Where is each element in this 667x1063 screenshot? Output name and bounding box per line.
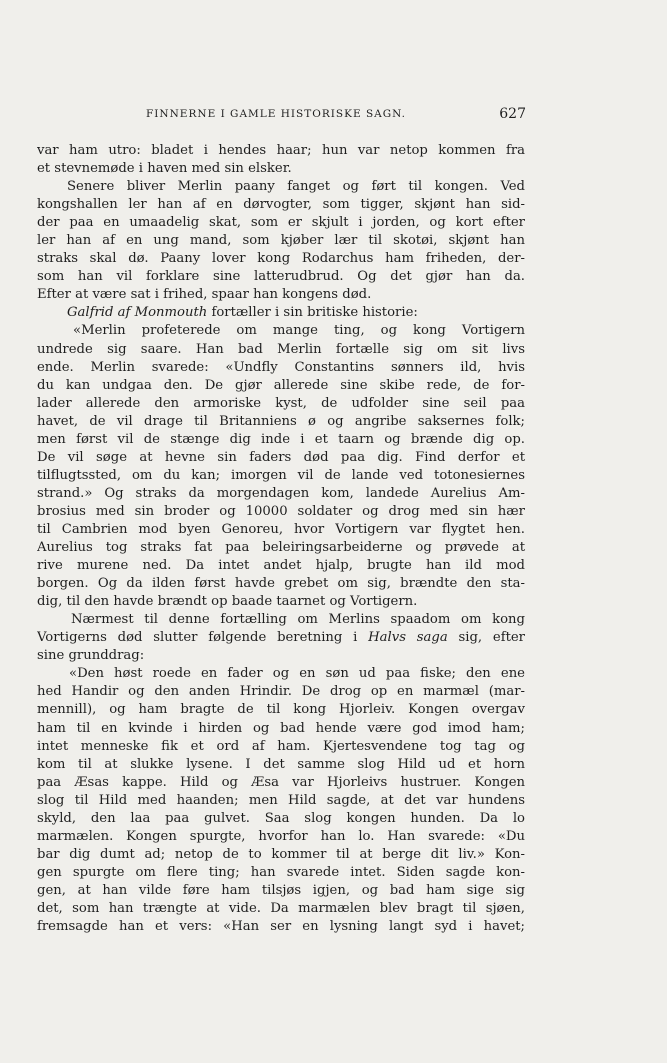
text-line: det, som han trængte at vide. Da marmælen blev bragt til sjøen, — [37, 900, 525, 916]
text-line: som han vil forklare sine latterudbrud. Og det gjør han da. — [37, 269, 525, 285]
text-line: ham til en kvinde i hirden og bad hende være god imod ham; — [37, 720, 525, 736]
quote-start-line: «Den høst roede en fader og en søn ud paa fiske; den ene — [69, 666, 525, 682]
author-name-italic: Galfrid af Monmouth — [67, 305, 208, 321]
text-line: sine grunddrag: — [37, 648, 145, 664]
running-title: FINNERNE I GAMLE HISTORISKE SAGN. — [146, 108, 406, 120]
text-line: marmælen. Kongen spurgte, hvorfor han lo. Han svarede: «Du — [37, 828, 525, 844]
text-line: gen spurgte om flere ting; han svarede intet. Siden sagde kon- — [37, 864, 525, 880]
text-line: lader allerede den armoriske kyst, de udfolder sine seil paa — [37, 395, 525, 411]
text-line: rive murene ned. Da intet andet hjalp, brugte han ild mod — [37, 558, 525, 574]
text-line: skyld, den laa paa gulvet. Saa slog kongen hunden. Da lo — [37, 810, 525, 826]
text-fragment: Vortigerns død slutter følgende beretning i — [37, 630, 369, 646]
text-fragment: fortæller i sin britiske historie: — [207, 305, 418, 321]
paragraph-start-line — [37, 304, 525, 322]
text-line: ende. Merlin svarede: «Undfly Constantins sønners ild, hvis — [37, 359, 525, 375]
text-line: gen, at han vilde føre ham tilsjøs igjen, og bad ham sige sig — [37, 882, 525, 898]
text-line: kongshallen ler han af en dørvogter, som tigger, skjønt han sid- — [37, 197, 525, 213]
text-line: kom til at slukke lysene. I det samme slog Hild ud et horn — [37, 756, 525, 772]
text-line: havet, de vil drage til Britanniens ø og angribe saksernes folk; — [37, 413, 525, 429]
text-line: paa Æsas kappe. Hild og Æsa var Hjorleivs hustruer. Kongen — [37, 774, 525, 790]
text-line: der paa en umaadelig skat, som er skjult i jorden, og kort efter — [37, 215, 525, 231]
text-line: hed Handir og den anden Hrindir. De drog op en marmæl (mar- — [37, 684, 525, 700]
text-line: du kan undgaa den. De gjør allerede sine skibe rede, de for- — [37, 377, 525, 393]
text-line: slog til Hild med haanden; men Hild sagde, at det var hundens — [37, 792, 525, 808]
text-line: strand.» Og straks da morgendagen kom, landede Aurelius Am- — [37, 485, 525, 501]
text-line: Efter at være sat i frihed, spaar han kongens død. — [37, 287, 372, 303]
text-line: var ham utro: bladet i hendes haar; hun var netop kommen fra — [37, 143, 525, 158]
text-line: bar dig dumt ad; netop de to kommer til at berge dit liv.» Kon- — [37, 846, 525, 862]
paragraph-start-line: Senere bliver Merlin paany fanget og ført til kongen. Ved — [67, 179, 525, 195]
text-line: brosius med sin broder og 10000 soldater og drog med sin hær — [37, 503, 525, 519]
text-line: et stevnemøde i haven med sin elsker. — [37, 161, 292, 177]
text-line — [37, 629, 525, 647]
text-line: De vil søge at hevne sin faders død paa dig. Find derfor et — [37, 449, 525, 465]
text-line: straks skal dø. Paany lover kong Rodarchus ham friheden, der- — [37, 251, 525, 267]
text-line: Aurelius tog straks fat paa beleiringsarbeiderne og prøvede at — [37, 540, 525, 556]
quote-start-line: «Merlin profeterede om mange ting, og kong Vortigern — [73, 323, 525, 339]
text-line: undrede sig saare. Han bad Merlin fortælle sig om sit livs — [37, 341, 525, 357]
text-line: fremsagde han et vers: «Han ser en lysning langt syd i havet; — [37, 919, 525, 935]
saga-title-italic: Halvs saga — [368, 630, 448, 646]
text-line: til Cambrien mod byen Genoreu, hvor Vortigern var flygtet hen. — [37, 521, 525, 537]
text-fragment: sig, efter — [447, 630, 525, 646]
text-line: men først vil de stænge dig inde i et taarn og brænde dig op. — [37, 431, 525, 447]
text-line: ler han af en ung mand, som kjøber lær til skotøi, skjønt han — [37, 233, 525, 249]
body-text — [37, 142, 525, 936]
paragraph-start-line: Nærmest til denne fortælling om Merlins spaadom om kong — [71, 612, 525, 628]
text-line: tilflugtssted, om du kan; imorgen vil de lande ved totonesiernes — [37, 467, 525, 483]
text-line: borgen. Og da ilden først havde grebet om sig, brændte den sta- — [37, 576, 525, 592]
page-number: 627 — [499, 106, 526, 122]
text-line: mennill), og ham bragte de til kong Hjorleiv. Kongen overgav — [37, 702, 525, 718]
text-line: dig, til den havde brændt op baade taarnet og Vortigern. — [37, 594, 418, 610]
text-line: intet menneske fik et ord af ham. Kjertesvendene tog tag og — [37, 738, 525, 754]
